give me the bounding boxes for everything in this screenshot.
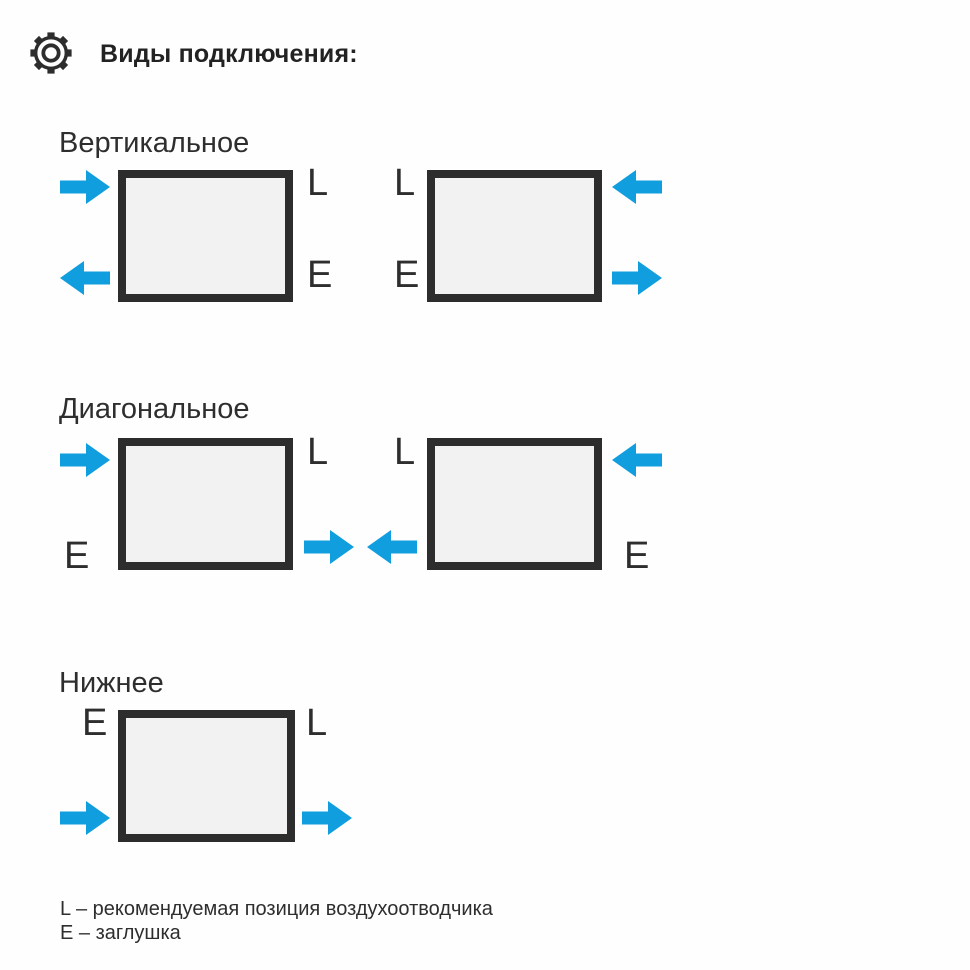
air-vent-label: L [394, 431, 416, 473]
inlet-arrow-icon [60, 443, 110, 477]
plug-label: E [82, 702, 108, 744]
section-title-bottom: Нижнее [59, 667, 164, 699]
section-title-diagonal: Диагональное [59, 393, 250, 425]
inlet-arrow-icon [60, 170, 110, 204]
outlet-arrow-icon [302, 801, 352, 835]
section-title-vertical: Вертикальное [59, 127, 250, 159]
legend-air-vent: L – рекомендуемая позиция воздухоотводчика [60, 898, 493, 920]
gear-icon [28, 30, 74, 76]
outlet-arrow-icon [367, 530, 417, 564]
plug-label: E [394, 254, 420, 296]
radiator-box [118, 710, 295, 842]
outlet-arrow-icon [304, 530, 354, 564]
radiator-box [427, 438, 602, 570]
air-vent-label: L [306, 702, 328, 744]
plug-label: E [624, 535, 650, 577]
inlet-arrow-icon [60, 801, 110, 835]
air-vent-label: L [307, 162, 329, 204]
inlet-arrow-icon [612, 170, 662, 204]
legend-plug: E – заглушка [60, 922, 181, 944]
radiator-box [427, 170, 602, 302]
air-vent-label: L [394, 162, 416, 204]
air-vent-label: L [307, 431, 329, 473]
radiator-box [118, 170, 293, 302]
outlet-arrow-icon [60, 261, 110, 295]
inlet-arrow-icon [612, 443, 662, 477]
radiator-box [118, 438, 293, 570]
plug-label: E [64, 535, 90, 577]
outlet-arrow-icon [612, 261, 662, 295]
page-title: Виды подключения: [100, 40, 358, 68]
plug-label: E [307, 254, 333, 296]
